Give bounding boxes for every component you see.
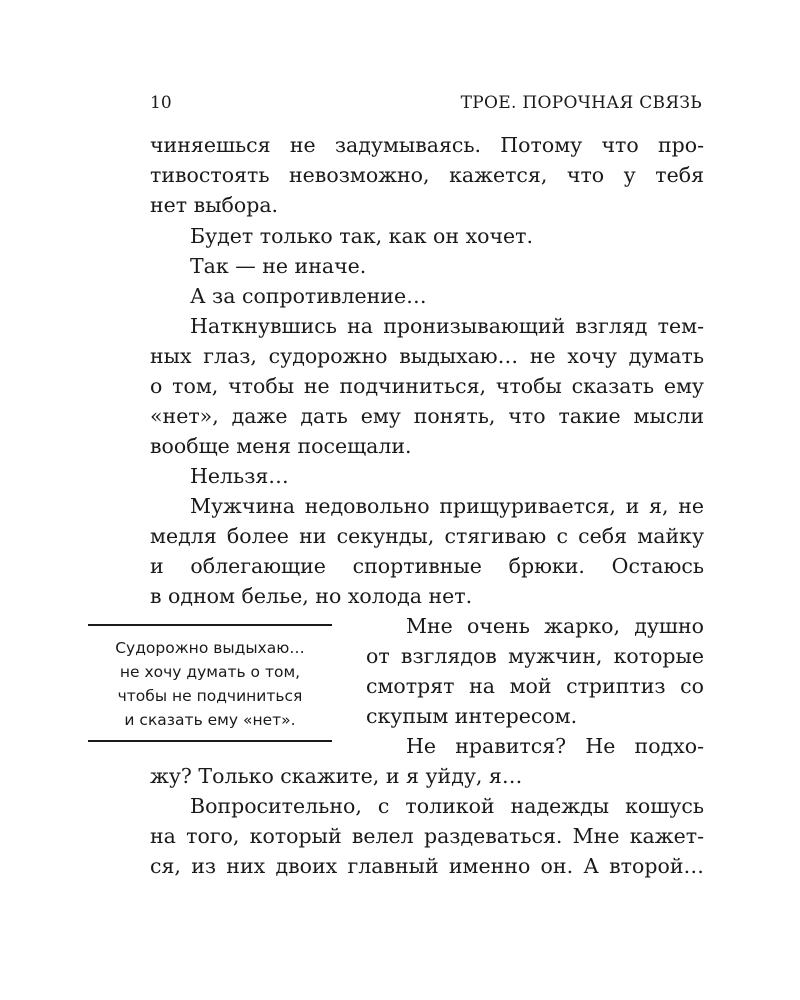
- text-line: Так — не иначе.: [190, 254, 367, 278]
- text-line: смотрят на мой стриптиз со: [366, 674, 704, 698]
- text-line: о том, чтобы не подчиниться, чтобы сказать ему: [150, 374, 704, 398]
- pull-quote-line: чтобы не подчиниться: [117, 687, 303, 705]
- text-line: скупым интересом.: [366, 704, 578, 728]
- pull-quote: [88, 624, 332, 742]
- text-line: Нельзя…: [190, 464, 289, 488]
- text-line: медля более ни секунды, стягиваю с себя майку: [150, 524, 704, 548]
- text-line: Вопросительно, с толикой надежды кошусь: [190, 794, 704, 818]
- text-line: Наткнувшись на пронизывающий взгляд тем-: [190, 314, 704, 338]
- text-line: ся, из них двоих главный именно он. А второй…: [150, 854, 704, 878]
- text-line: Мне очень жарко, душно: [406, 614, 704, 638]
- pull-quote-line: и сказать ему «нет».: [124, 711, 296, 729]
- text-line: на того, который велел раздеваться. Мне кажет-: [150, 824, 704, 848]
- pull-quote-line: не хочу думать о том,: [119, 663, 301, 681]
- text-line: «нет», даже дать ему понять, что такие мысли: [150, 404, 704, 428]
- text-line: жу? Только скажите, и я уйду, я…: [150, 764, 523, 788]
- page-number: 10: [150, 93, 172, 113]
- text-line: и облегающие спортивные брюки. Остаюсь: [150, 554, 704, 578]
- text-line: Не нравится? Не подхо-: [406, 734, 704, 758]
- text-line: от взглядов мужчин, которые: [366, 644, 704, 668]
- text-line: Будет только так, как он хочет.: [190, 224, 534, 248]
- text-line: Мужчина недовольно прищуривается, и я, не: [190, 494, 704, 518]
- text-line: нет выбора.: [150, 193, 279, 217]
- pull-quote-line: Судорожно выдыхаю…: [115, 639, 305, 657]
- text-line: А за сопротивление…: [190, 284, 427, 308]
- text-line: чиняешься не задумываясь. Потому что про-: [150, 133, 704, 157]
- text-line: ных глаз, судорожно выдыхаю… не хочу думать: [150, 344, 704, 368]
- text-line: в одном белье, но холода нет.: [150, 584, 473, 608]
- text-line: вообще меня посещали.: [150, 434, 412, 458]
- text-line: тивостоять невозможно, кажется, что у тебя: [150, 163, 704, 187]
- running-head: ТРОЕ. ПОРОЧНАЯ СВЯЗЬ: [460, 93, 702, 113]
